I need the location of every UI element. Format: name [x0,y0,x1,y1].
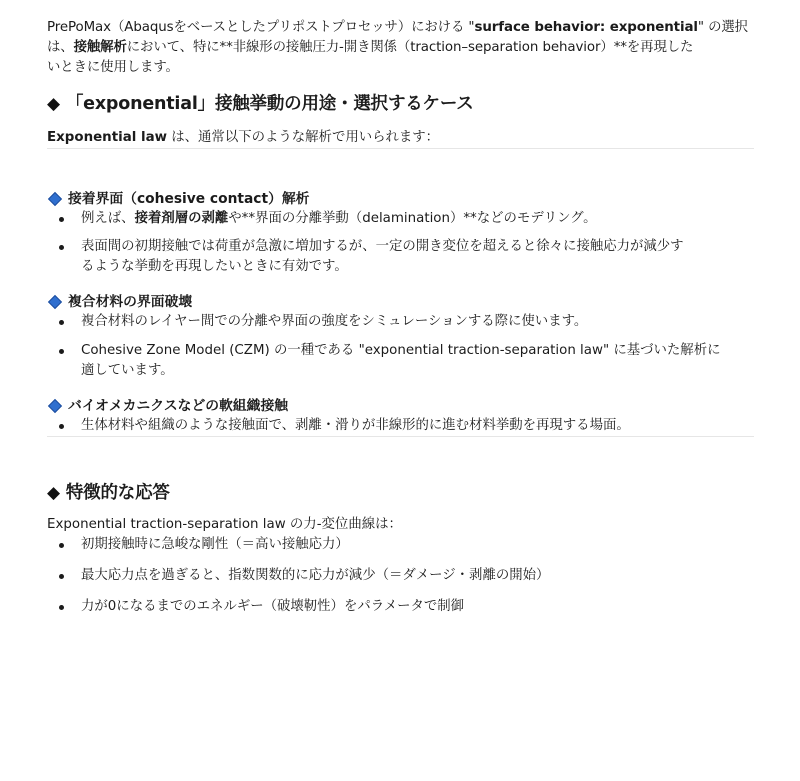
blue-diamond-icon [48,295,62,309]
blue-diamond-icon [48,192,62,206]
section-lead: Exponential traction-separation law の力-変位曲線は： [47,517,402,532]
bullet-dot-icon [59,424,64,429]
divider [47,436,754,437]
intro-text: " の選択 [697,20,748,35]
bullet-dot-icon [59,217,64,222]
black-diamond-icon: ◆ [47,483,60,503]
list-item-text: Cohesive Zone Model (CZM) の一種である "exponential traction-separation law" に基づいた解析に [81,343,721,358]
list-item-bold: 接着剤層の剥離 [134,211,229,226]
list-item [47,312,754,332]
intro-text: は、 [47,40,74,55]
list-item-text: るような挙動を再現したいときに有効です。 [81,259,348,274]
list-item-text: や**界面の分離挙動（delamination）**などのモデリング。 [228,211,597,226]
list-item-text: 力が0になるまでのエネルギー（破壊靭性）をパラメータで制御 [81,599,465,614]
list-item-text: 例えば、 [81,211,135,226]
blue-diamond-icon [48,399,62,413]
bullet-dot-icon [59,320,64,325]
subsection-heading-text: 複合材料の界面破壊 [68,294,193,310]
section-heading-text: 「exponential」接触挙動の用途・選択するケース [65,94,474,114]
list-item [47,416,754,436]
bullet-dot-icon [59,245,64,250]
section-heading-response [47,481,754,505]
list-item-text: 最大応力点を過ぎると、指数関数的に応力が減少（＝ダメージ・剥離の開始） [81,568,550,583]
list-item-text: 適しています。 [81,363,174,378]
bullet-dot-icon [59,349,64,354]
intro-text: において、特に**非線形の接触圧力-開き関係（traction–separation behavior）**を再現した [126,40,694,55]
bullet-list [47,416,754,436]
list-item [47,209,754,229]
list-item [47,535,754,555]
list-item [47,341,754,381]
lead-text: は、通常以下のような解析で用いられます： [167,130,440,145]
bullet-list [47,209,754,277]
bullet-dot-icon [59,543,64,548]
subsection-heading-composite [47,292,754,312]
intro-bold-term: surface behavior: exponential [474,20,698,35]
black-diamond-icon: ◆ [47,94,60,114]
intro-bold-term: 接触解析 [73,40,127,55]
intro-text: PrePoMax（Abaqusをベースとしたプリポストプロセッサ）における " [47,20,475,35]
list-item [47,237,754,277]
divider [47,148,754,149]
intro-text: いときに使用します。 [47,60,179,75]
bullet-list [47,312,754,381]
bullet-dot-icon [59,605,64,610]
subsection-heading-text: バイオメカニクスなどの軟組織接触 [68,398,289,414]
bullet-dot-icon [59,574,64,579]
section-heading-text: 特徴的な応答 [65,483,170,503]
subsection-heading-cohesive [47,189,754,209]
subsection-heading-biomechanics [47,396,754,416]
bullet-list [47,535,754,617]
lead-bold-term: Exponential law [47,130,167,145]
intro-paragraph [47,18,754,78]
list-item-text: 初期接触時に急峻な剛性（＝高い接触応力） [81,537,349,552]
list-item [47,566,754,586]
list-item-text: 複合材料のレイヤー間での分離や界面の強度をシミュレーションする際に使います。 [81,314,588,329]
subsection-heading-text: 接着界面（cohesive contact）解析 [68,191,310,207]
section-lead [47,128,754,148]
list-item-text: 生体材料や組織のような接触面で、剥離・滑りが非線形的に進む材料挙動を再現する場面。 [81,418,630,433]
list-item-text: 表面間の初期接触では荷重が急激に増加するが、一定の開き変位を超えると徐々に接触応力が減少す [81,239,684,254]
list-item [47,597,754,617]
section-heading-usage [47,92,754,116]
